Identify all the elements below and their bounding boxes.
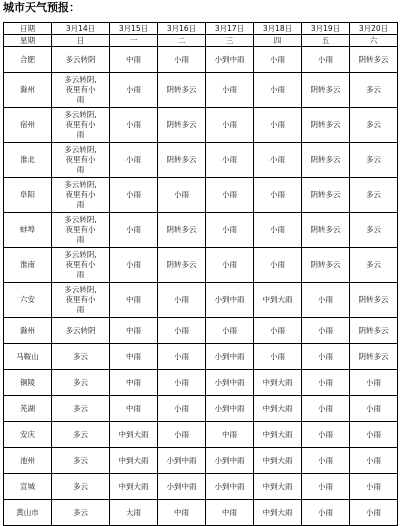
weather-text: 多云转阴,	[64, 145, 97, 154]
table-row	[4, 213, 398, 248]
weather-cell	[302, 474, 350, 500]
weather-cell	[350, 370, 398, 396]
weather-cell	[206, 474, 254, 500]
weather-text: 中雨	[174, 507, 189, 517]
weather-text: 中雨	[222, 429, 237, 439]
weather-text: 小雨	[318, 325, 333, 335]
weather-cell	[52, 108, 110, 143]
weather-text: 雨	[76, 235, 85, 244]
weather-text: 多云	[73, 481, 88, 491]
weekday-cell: 五	[302, 35, 350, 47]
weather-text: 小雨	[222, 155, 237, 164]
weather-text: 小雨	[222, 260, 237, 269]
weather-text: 雨	[76, 270, 85, 279]
weather-text: 小雨	[318, 377, 333, 387]
weather-text: 小到中雨	[166, 455, 197, 465]
weather-text: 小雨	[174, 403, 189, 413]
weather-cell	[350, 283, 398, 318]
weather-text: 多云转阴,	[64, 250, 97, 259]
weather-text: 小雨	[174, 325, 189, 335]
city-cell: 宿州	[4, 108, 52, 143]
weather-text: 夜里有小	[65, 85, 96, 94]
weather-cell	[110, 47, 158, 73]
weather-cell	[158, 73, 206, 108]
weather-text: 阴转多云	[358, 295, 389, 304]
weather-text: 夜里有小	[65, 225, 96, 234]
city-cell: 铜陵	[4, 370, 52, 396]
weather-text: 小雨	[174, 54, 189, 64]
weather-text: 中雨	[126, 295, 141, 304]
weather-cell	[52, 143, 110, 178]
weather-text: 小雨	[174, 377, 189, 387]
weather-text: 阴转多云	[166, 155, 197, 164]
weather-text: 小雨	[270, 351, 285, 361]
city-cell: 芜湖	[4, 396, 52, 422]
weather-cell	[350, 248, 398, 283]
city-cell: 六安	[4, 283, 52, 318]
weather-text: 小雨	[222, 325, 237, 335]
weather-cell	[254, 283, 302, 318]
table-row	[4, 73, 398, 108]
weather-cell	[302, 318, 350, 344]
weather-cell	[206, 318, 254, 344]
city-cell: 滁州	[4, 73, 52, 108]
weather-cell	[158, 108, 206, 143]
weather-cell	[350, 448, 398, 474]
weather-cell	[350, 500, 398, 526]
weather-text: 小雨	[318, 54, 333, 64]
weather-text: 中到大雨	[262, 377, 293, 387]
weather-text: 多云转阴	[65, 54, 96, 64]
weather-text: 小雨	[318, 507, 333, 517]
weather-text: 小雨	[318, 403, 333, 413]
weather-cell	[254, 143, 302, 178]
weather-cell	[110, 248, 158, 283]
weather-text: 中到大雨	[118, 481, 149, 491]
weather-text: 雨	[76, 130, 85, 139]
weather-cell	[350, 474, 398, 500]
weather-text: 多云转阴,	[64, 75, 97, 84]
weather-cell	[110, 213, 158, 248]
weather-text: 多云	[366, 85, 381, 94]
weather-cell	[52, 370, 110, 396]
weather-text: 阴转多云	[310, 85, 341, 94]
table-row	[4, 178, 398, 213]
weather-cell	[110, 318, 158, 344]
weather-cell	[206, 47, 254, 73]
weather-cell	[52, 248, 110, 283]
city-cell: 滁州	[4, 318, 52, 344]
weather-cell	[52, 283, 110, 318]
weather-text: 小到中雨	[166, 481, 197, 491]
weather-text: 阴转多云	[358, 325, 389, 335]
weather-text: 阴转多云	[310, 260, 341, 269]
weather-text: 中到大雨	[262, 295, 293, 304]
weather-text: 雨	[76, 305, 85, 314]
weather-cell	[302, 396, 350, 422]
weather-text: 阴转多云	[166, 120, 197, 129]
weather-cell	[350, 47, 398, 73]
weather-text: 小雨	[126, 260, 141, 269]
weather-cell	[254, 396, 302, 422]
weather-cell	[254, 500, 302, 526]
weather-cell	[302, 248, 350, 283]
weather-text: 多云	[73, 429, 88, 439]
weather-cell	[110, 283, 158, 318]
weather-cell	[110, 108, 158, 143]
weather-text: 夜里有小	[65, 155, 96, 164]
forecast-table-body	[4, 23, 398, 526]
weather-cell	[158, 448, 206, 474]
weather-text: 中到大雨	[262, 481, 293, 491]
weather-cell	[158, 178, 206, 213]
city-cell: 黄山市	[4, 500, 52, 526]
weather-cell	[52, 73, 110, 108]
city-cell: 阜阳	[4, 178, 52, 213]
weather-text: 小雨	[126, 225, 141, 234]
weather-text: 小雨	[174, 295, 189, 304]
weather-cell	[206, 422, 254, 448]
weather-text: 小雨	[318, 351, 333, 361]
weather-text: 小雨	[270, 85, 285, 94]
weather-text: 小雨	[270, 225, 285, 234]
weather-text: 阴转多云	[310, 155, 341, 164]
weather-text: 小雨	[270, 155, 285, 164]
weather-cell	[52, 448, 110, 474]
weather-text: 小雨	[318, 429, 333, 439]
table-row	[4, 474, 398, 500]
weather-text: 多云	[366, 260, 381, 269]
weather-cell	[206, 248, 254, 283]
weather-text: 中雨	[126, 403, 141, 413]
weather-text: 中雨	[126, 351, 141, 361]
weather-text: 小雨	[270, 120, 285, 129]
weather-cell	[158, 318, 206, 344]
weather-cell	[350, 178, 398, 213]
weather-text: 夜里有小	[65, 190, 96, 199]
weather-text: 中到大雨	[118, 429, 149, 439]
weather-text: 小雨	[174, 429, 189, 439]
weather-text: 多云转阴,	[64, 285, 97, 294]
weather-cell	[302, 213, 350, 248]
weather-text: 中到大雨	[262, 403, 293, 413]
weather-cell	[52, 500, 110, 526]
weather-text: 小雨	[270, 190, 285, 199]
weather-text: 小雨	[366, 455, 381, 465]
weather-cell	[350, 318, 398, 344]
page-title: 城市天气预报：	[3, 1, 80, 14]
weekday-cell: 三	[206, 35, 254, 47]
weather-cell	[52, 344, 110, 370]
weather-cell	[302, 370, 350, 396]
weather-text: 小雨	[318, 481, 333, 491]
weather-text: 大雨	[126, 507, 141, 517]
city-cell: 池州	[4, 448, 52, 474]
date-cell: 3月15日	[110, 23, 158, 35]
weather-text: 小雨	[126, 190, 141, 199]
weather-cell	[110, 396, 158, 422]
weekday-header-row	[4, 35, 398, 47]
weather-text: 阴转多云	[166, 225, 197, 234]
date-cell: 3月18日	[254, 23, 302, 35]
table-row	[4, 422, 398, 448]
weather-text: 小雨	[222, 225, 237, 234]
weather-text: 多云转阴,	[64, 110, 97, 119]
weather-text: 多云	[366, 190, 381, 199]
weather-cell	[350, 344, 398, 370]
weather-cell	[158, 344, 206, 370]
city-cell: 蚌埠	[4, 213, 52, 248]
weekday-cell: 四	[254, 35, 302, 47]
weather-text: 小雨	[222, 85, 237, 94]
weather-text: 小雨	[318, 295, 333, 304]
date-cell: 3月19日	[302, 23, 350, 35]
weather-text: 小雨	[174, 351, 189, 361]
forecast-table	[3, 22, 398, 526]
weather-cell	[350, 108, 398, 143]
weather-text: 小到中雨	[214, 403, 245, 413]
table-row	[4, 108, 398, 143]
weather-text: 多云	[73, 377, 88, 387]
weather-cell	[52, 396, 110, 422]
weather-cell	[158, 500, 206, 526]
weather-cell	[302, 108, 350, 143]
weather-cell	[254, 73, 302, 108]
date-cell: 3月20日	[350, 23, 398, 35]
weather-text: 阴转多云	[358, 351, 389, 361]
weekday-cell: 日	[52, 35, 110, 47]
weekday-cell: 六	[350, 35, 398, 47]
table-row	[4, 396, 398, 422]
weather-text: 中到大雨	[262, 455, 293, 465]
weather-text: 小到中雨	[214, 295, 245, 304]
weather-cell	[302, 422, 350, 448]
weather-cell	[206, 73, 254, 108]
weather-cell	[110, 73, 158, 108]
table-row	[4, 318, 398, 344]
weather-text: 中雨	[126, 377, 141, 387]
weather-text: 多云转阴	[65, 325, 96, 335]
weather-text: 小雨	[270, 260, 285, 269]
weather-cell	[52, 318, 110, 344]
weather-cell	[350, 396, 398, 422]
weather-cell	[254, 248, 302, 283]
weather-cell	[158, 283, 206, 318]
weather-cell	[254, 344, 302, 370]
weather-text: 多云	[73, 507, 88, 517]
weather-cell	[110, 474, 158, 500]
weather-text: 小雨	[126, 155, 141, 164]
weather-text: 阴转多云	[310, 225, 341, 234]
weather-text: 小雨	[222, 120, 237, 129]
weather-cell	[206, 178, 254, 213]
weather-text: 小雨	[270, 54, 285, 64]
weather-cell	[158, 213, 206, 248]
date-label-cell: 日期	[4, 23, 52, 35]
weather-cell	[158, 248, 206, 283]
weather-text: 多云转阴,	[64, 180, 97, 189]
weather-text: 中到大雨	[118, 455, 149, 465]
weather-text: 雨	[76, 165, 85, 174]
weather-text: 小到中雨	[214, 377, 245, 387]
weather-cell	[206, 448, 254, 474]
weather-cell	[254, 178, 302, 213]
weather-text: 夜里有小	[65, 295, 96, 304]
weather-cell	[52, 422, 110, 448]
weather-text: 多云	[73, 351, 88, 361]
weather-text: 小雨	[126, 120, 141, 129]
weather-text: 阴转多云	[310, 120, 341, 129]
weather-cell	[254, 422, 302, 448]
weather-cell	[254, 448, 302, 474]
table-row	[4, 370, 398, 396]
weather-text: 多云转阴,	[64, 215, 97, 224]
weather-cell	[52, 47, 110, 73]
weather-cell	[302, 448, 350, 474]
weather-cell	[302, 47, 350, 73]
weather-text: 雨	[76, 95, 85, 104]
weather-cell	[158, 143, 206, 178]
weather-cell	[110, 500, 158, 526]
weather-text: 中雨	[126, 54, 141, 64]
date-cell: 3月16日	[158, 23, 206, 35]
city-cell: 宣城	[4, 474, 52, 500]
weather-cell	[350, 422, 398, 448]
table-row	[4, 500, 398, 526]
weather-cell	[206, 143, 254, 178]
weather-cell	[254, 47, 302, 73]
weather-cell	[350, 213, 398, 248]
weather-cell	[254, 474, 302, 500]
weather-text: 小雨	[174, 190, 189, 199]
weather-text: 多云	[366, 225, 381, 234]
weather-cell	[206, 213, 254, 248]
weather-text: 小到中雨	[214, 481, 245, 491]
weekday-cell: 二	[158, 35, 206, 47]
weather-text: 多云	[73, 403, 88, 413]
weather-cell	[254, 318, 302, 344]
weather-text: 小雨	[366, 429, 381, 439]
weather-cell	[110, 370, 158, 396]
date-cell: 3月14日	[52, 23, 110, 35]
weather-cell	[350, 143, 398, 178]
weather-cell	[302, 73, 350, 108]
weather-cell	[302, 143, 350, 178]
weather-cell	[350, 73, 398, 108]
weather-text: 中雨	[222, 507, 237, 517]
table-row	[4, 248, 398, 283]
weather-cell	[110, 448, 158, 474]
weather-cell	[302, 283, 350, 318]
weather-cell	[206, 500, 254, 526]
weather-text: 小到中雨	[214, 455, 245, 465]
weather-cell	[206, 370, 254, 396]
weather-text: 多云	[73, 455, 88, 465]
weather-cell	[206, 108, 254, 143]
weather-text: 多云	[366, 120, 381, 129]
weather-text: 小雨	[366, 377, 381, 387]
weather-cell	[110, 143, 158, 178]
weather-text: 多云	[366, 155, 381, 164]
weather-cell	[158, 396, 206, 422]
weather-cell	[206, 396, 254, 422]
table-row	[4, 448, 398, 474]
weather-text: 阴转多云	[358, 54, 389, 64]
weather-cell	[254, 370, 302, 396]
weather-text: 阴转多云	[166, 260, 197, 269]
table-row	[4, 283, 398, 318]
weather-text: 雨	[76, 200, 85, 209]
weather-cell	[52, 213, 110, 248]
weather-text: 小雨	[318, 455, 333, 465]
weekday-cell: 一	[110, 35, 158, 47]
weather-cell	[158, 370, 206, 396]
weather-cell	[206, 283, 254, 318]
table-row	[4, 143, 398, 178]
weather-text: 阴转多云	[166, 85, 197, 94]
weather-cell	[254, 108, 302, 143]
date-header-row	[4, 23, 398, 35]
city-cell: 合肥	[4, 47, 52, 73]
table-row	[4, 47, 398, 73]
weather-text: 小雨	[126, 85, 141, 94]
weather-text: 中雨	[126, 325, 141, 335]
weekday-label-cell: 星期	[4, 35, 52, 47]
weather-cell	[52, 178, 110, 213]
weather-cell	[158, 474, 206, 500]
city-cell: 马鞍山	[4, 344, 52, 370]
weather-text: 小雨	[366, 507, 381, 517]
weather-cell	[158, 47, 206, 73]
city-cell: 淮北	[4, 143, 52, 178]
weather-text: 夜里有小	[65, 260, 96, 269]
weather-text: 中到大雨	[262, 507, 293, 517]
table-row	[4, 344, 398, 370]
weather-cell	[110, 178, 158, 213]
weather-cell	[302, 178, 350, 213]
weather-cell	[110, 344, 158, 370]
weather-text: 小雨	[270, 325, 285, 335]
weather-text: 小雨	[366, 481, 381, 491]
weather-text: 小雨	[366, 403, 381, 413]
weather-cell	[302, 344, 350, 370]
weather-text: 小到中雨	[214, 351, 245, 361]
weather-cell	[254, 213, 302, 248]
weather-text: 中到大雨	[262, 429, 293, 439]
weather-text: 夜里有小	[65, 120, 96, 129]
city-cell: 淮南	[4, 248, 52, 283]
weather-cell	[110, 422, 158, 448]
date-cell: 3月17日	[206, 23, 254, 35]
weather-cell	[52, 474, 110, 500]
weather-text: 阴转多云	[310, 190, 341, 199]
weather-text: 小到中雨	[214, 54, 245, 64]
weather-cell	[158, 422, 206, 448]
city-cell: 安庆	[4, 422, 52, 448]
weather-text: 小雨	[222, 190, 237, 199]
weather-cell	[302, 500, 350, 526]
weather-cell	[206, 344, 254, 370]
